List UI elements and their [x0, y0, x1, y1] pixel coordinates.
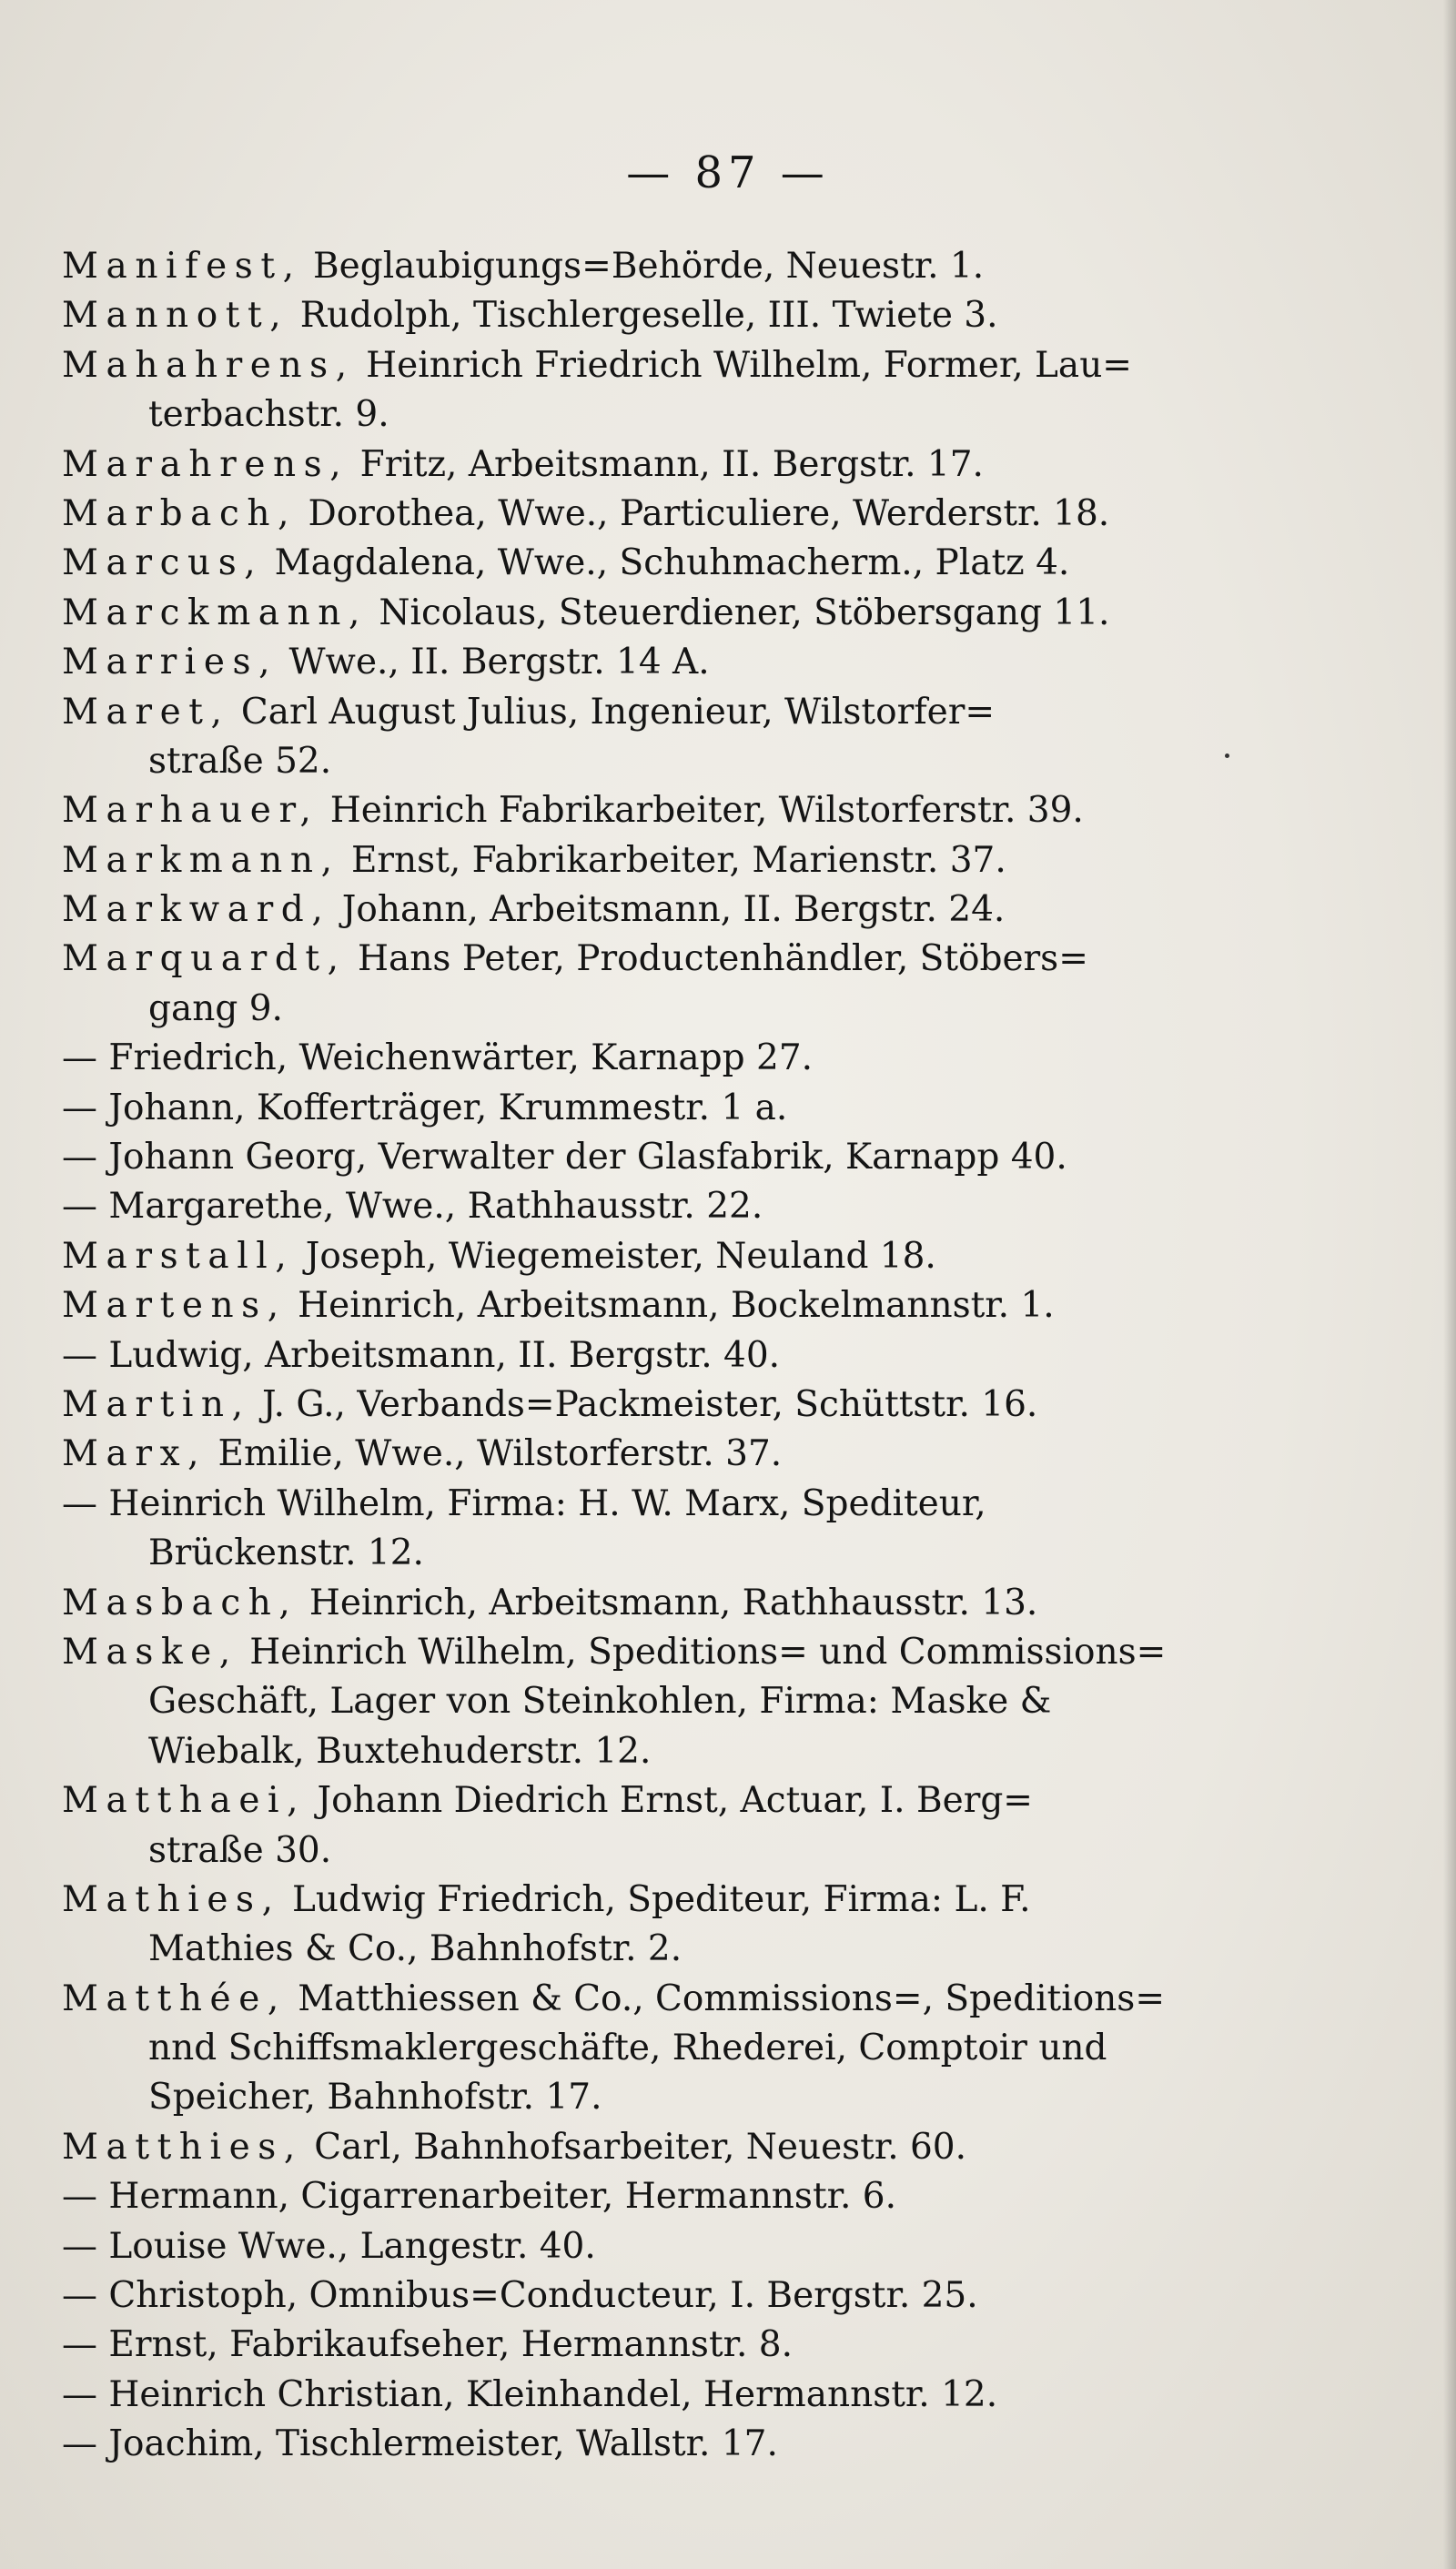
entry-line [62, 688, 1219, 737]
entry-sub-line: — Ludwig, Arbeitsmann, II. Bergstr. 40. [62, 1334, 781, 1376]
entry-line [62, 935, 1219, 984]
entry-details: Heinrich, Arbeitsmann, Rathhausstr. 13. [298, 1582, 1038, 1623]
entry-line [62, 291, 1219, 340]
entry-continuation: Wiebalk, Buxtehuderstr. 12. [148, 1730, 652, 1772]
entry-line [62, 1381, 1219, 1430]
entry-line [62, 589, 1219, 638]
entry-line [62, 539, 1219, 588]
entry-line [62, 638, 1219, 687]
entry-surname: Markmann, [62, 839, 340, 881]
entry-continuation: Brückenstr. 12. [148, 1532, 424, 1574]
entry-details: Heinrich Fabrikarbeiter, Wilstorferstr. 39. [318, 790, 1084, 832]
entry-surname: Marstall, [62, 1235, 295, 1277]
entry-sub-line: — Hermann, Cigarrenarbeiter, Hermannstr. 6. [62, 2176, 896, 2218]
entry-continuation: Geschäft, Lager von Steinkohlen, Firma: Maske & [148, 1681, 1052, 1723]
entry-details: Joseph, Wiegemeister, Neuland 18. [294, 1235, 936, 1277]
entry-details: Fritz, Arbeitsmann, II. Bergstr. 17. [349, 443, 984, 485]
entry-line [62, 490, 1219, 539]
entry-details: Heinrich Wilhelm, Speditions= und Commissions= [238, 1631, 1167, 1673]
entry-sub-line: — Louise Wwe., Langestr. 40. [62, 2225, 596, 2267]
entry-line [62, 1628, 1219, 1677]
entry-surname: Martin, [62, 1383, 251, 1425]
entry-details: Beglaubigungs=Behörde, Neuestr. 1. [301, 246, 985, 287]
entry-surname: Marahrens, [62, 443, 349, 485]
entry-line [62, 1876, 1219, 1925]
directory-entries [62, 242, 1219, 2470]
entry-surname: Mannott, [62, 295, 289, 337]
entry-continuation: straße 52. [148, 740, 332, 782]
entry-continuation: gang 9. [148, 987, 283, 1029]
entry-sub-line: — Friedrich, Weichenwärter, Karnapp 27. [62, 1037, 814, 1079]
entry-details: Johann Diedrich Ernst, Actuar, I. Berg= [306, 1780, 1033, 1822]
entry-details: Dorothea, Wwe., Particuliere, Werderstr. 18. [297, 492, 1110, 534]
entry-details: Nicolaus, Steuerdiener, Stöbersgang 11. [367, 592, 1110, 633]
entry-sub-line: — Joachim, Tischlermeister, Wallstr. 17. [62, 2423, 778, 2465]
entry-details: Matthiessen & Co., Commissions=, Speditions= [286, 1977, 1165, 2019]
entry-details: Magdalena, Wwe., Schuhmacherm., Platz 4. [263, 542, 1070, 584]
entry-line [62, 2123, 1219, 2172]
entry-surname: Masbach, [62, 1582, 298, 1623]
page-number: — 87 — [626, 147, 830, 198]
entry-surname: Manifest, [62, 246, 302, 287]
entry-details: Hans Peter, Productenhändler, Stöbers= [346, 938, 1088, 980]
entry-surname: Marbach, [62, 492, 298, 534]
entry-sub-line: — Heinrich Christian, Kleinhandel, Hermannstr. 12. [62, 2373, 998, 2415]
entry-line [62, 885, 1219, 935]
entry-line [62, 1281, 1219, 1330]
entry-line [62, 1776, 1219, 1826]
entry-sub-line: — Heinrich Wilhelm, Firma: H. W. Marx, Spediteur, [62, 1482, 986, 1524]
entry-surname: Maret, [62, 691, 230, 733]
entry-surname: Markward, [62, 889, 331, 931]
entry-details: Heinrich Friedrich Wilhelm, Former, Lau= [354, 344, 1132, 386]
entry-line [62, 1232, 1219, 1281]
entry-surname: Mahahrens, [62, 344, 355, 386]
entry-surname: Martens, [62, 1285, 287, 1327]
entry-surname: Marquardt, [62, 938, 347, 980]
entry-details: Johann, Arbeitsmann, II. Bergstr. 24. [330, 889, 1006, 931]
entry-details: Heinrich, Arbeitsmann, Bockelmannstr. 1. [286, 1285, 1055, 1327]
entry-surname: Maske, [62, 1631, 238, 1673]
entry-sub-line: — Christoph, Omnibus=Conducteur, I. Bergstr. 25. [62, 2275, 978, 2317]
entry-sub-line: — Ernst, Fabrikaufseher, Hermannstr. 8. [62, 2324, 793, 2366]
entry-surname: Marries, [62, 642, 278, 683]
entry-continuation: Mathies & Co., Bahnhofstr. 2. [148, 1928, 682, 1970]
entry-sub-line: — Johann, Kofferträger, Krummestr. 1 a. [62, 1087, 788, 1128]
entry-surname: Marx, [62, 1433, 207, 1475]
entry-line [62, 836, 1219, 885]
entry-details: Rudolph, Tischlergeselle, III. Twiete 3. [288, 295, 998, 337]
entry-details: Ernst, Fabrikarbeiter, Marienstr. 37. [339, 839, 1006, 881]
entry-continuation: straße 30. [148, 1829, 332, 1871]
entry-details: Emilie, Wwe., Wilstorferstr. 37. [207, 1433, 783, 1475]
entry-details: Carl August Julius, Ingenieur, Wilstorfer= [229, 691, 996, 733]
entry-surname: Marhauer, [62, 790, 319, 832]
entry-details: Wwe., II. Bergstr. 14 A. [278, 642, 710, 683]
entry-continuation: nnd Schiffsmaklergeschäfte, Rhederei, Comptoir und [148, 2028, 1107, 2069]
page-edge-shadow [1443, 0, 1456, 2569]
entry-line [62, 1579, 1219, 1628]
entry-line [62, 440, 1219, 490]
entry-continuation: terbachstr. 9. [148, 394, 389, 436]
entry-details: Ludwig Friedrich, Spediteur, Firma: L. F. [280, 1878, 1031, 1920]
entry-line [62, 1430, 1219, 1479]
entry-surname: Matthaei, [62, 1780, 307, 1822]
entry-details: Carl, Bahnhofsarbeiter, Neuestr. 60. [302, 2126, 967, 2168]
entry-surname: Matthies, [62, 2126, 303, 2168]
entry-details: J. G., Verbands=Packmeister, Schüttstr. 16. [250, 1383, 1038, 1425]
entry-line [62, 786, 1219, 835]
entry-surname: Matthée, [62, 1977, 287, 2019]
entry-surname: Marcus, [62, 542, 264, 584]
entry-surname: Marckmann, [62, 592, 368, 633]
entry-line [62, 242, 1219, 291]
entry-sub-line: — Johann Georg, Verwalter der Glasfabrik, Karnapp 40. [62, 1137, 1067, 1178]
entry-surname: Mathies, [62, 1878, 281, 1920]
entry-line [62, 1975, 1219, 2024]
ink-speck [1225, 754, 1229, 758]
entry-continuation: Speicher, Bahnhofstr. 17. [148, 2077, 602, 2119]
entry-sub-line: — Margarethe, Wwe., Rathhausstr. 22. [62, 1186, 763, 1228]
entry-line [62, 341, 1219, 390]
